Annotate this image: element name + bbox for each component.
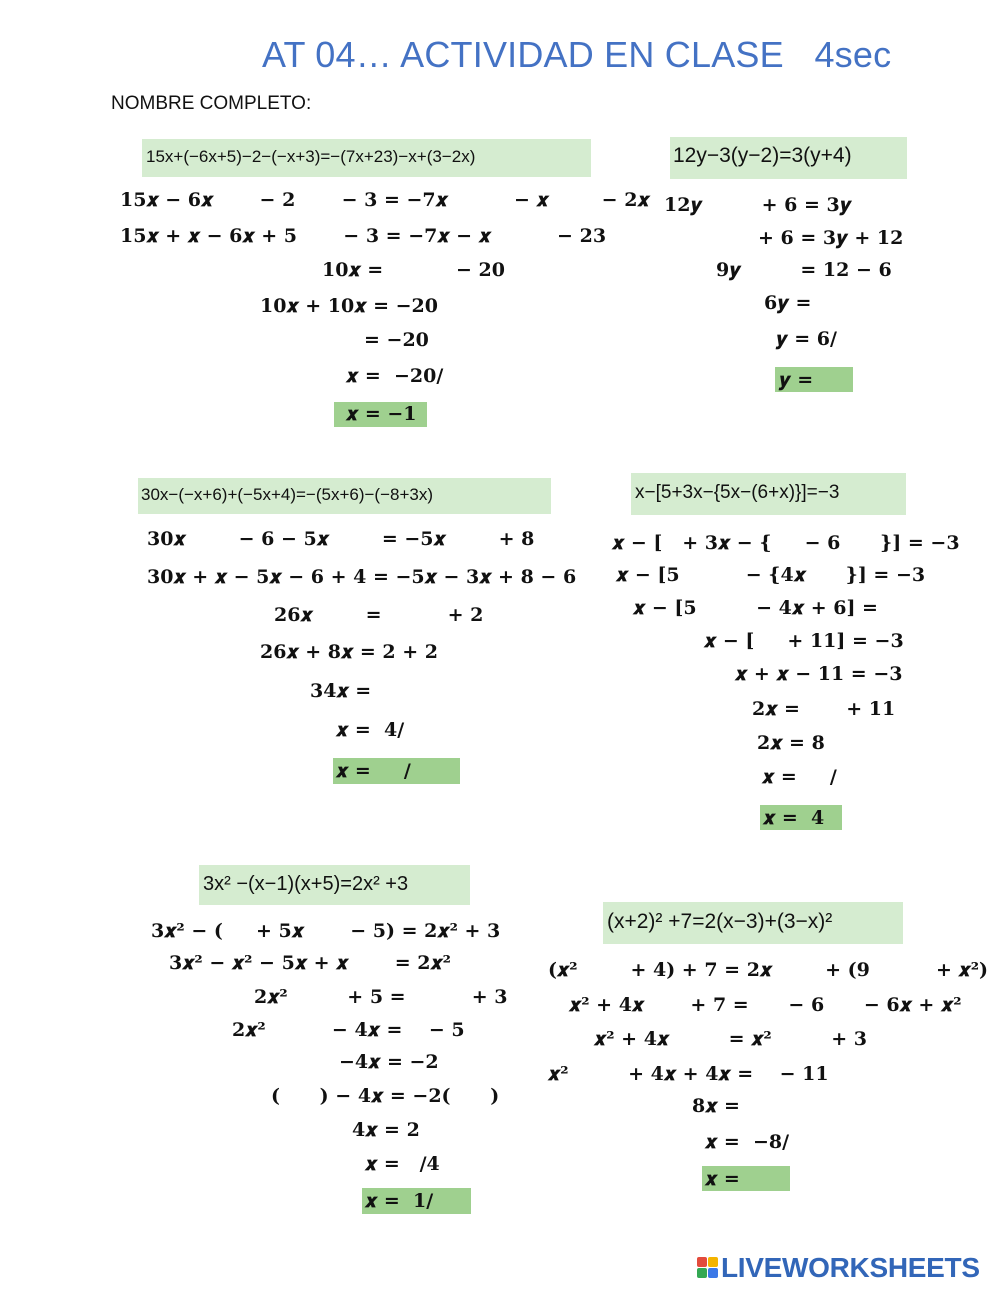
- step-line: 30𝒙 + 𝒙 − 5𝒙 − 6 + 4 = −5𝒙 − 3𝒙 + 8 − 6: [147, 566, 577, 588]
- step-line: 12𝒚 + 6 = 3𝒚: [664, 194, 852, 216]
- step-line: = −20: [364, 329, 429, 351]
- step-line: 26𝒙 = + 2: [274, 604, 484, 626]
- liveworksheets-logo: [697, 1252, 993, 1284]
- step-line: 2𝒙 = 8: [757, 732, 825, 754]
- name-label: NOMBRE COMPLETO:: [111, 93, 312, 114]
- step-line: 3𝒙² − 𝒙² − 5𝒙 + 𝒙 = 2𝒙²: [169, 952, 451, 974]
- step-line: 3𝒙² − ( + 5𝒙 − 5) = 2𝒙² + 3: [151, 920, 501, 942]
- step-line: 𝒙 = 4/: [336, 719, 405, 741]
- step-line: 𝒙 + 𝒙 − 11 = −3: [735, 663, 903, 685]
- step-line: 𝒙 − [ + 11] = −3: [704, 630, 904, 652]
- step-line: ( ) − 4𝒙 = −2( ): [271, 1085, 500, 1107]
- step-line: 2𝒙 = + 11: [752, 698, 896, 720]
- answer-text: 𝒚 =: [779, 369, 814, 391]
- step-line: 8𝒙 =: [692, 1095, 740, 1117]
- step-line: 34𝒙 =: [310, 680, 372, 702]
- step-line: 𝒙 − [ + 3𝒙 − { − 6 }] = −3: [612, 532, 960, 554]
- step-line: 15𝒙 + 𝒙 − 6𝒙 + 5 − 3 = −7𝒙 − 𝒙 − 23: [120, 225, 607, 247]
- equation-text: 15x+(−6x+5)−2−(−x+3)=−(7x+23)−x+(3−2x): [146, 147, 476, 166]
- step-line: 2𝒙² + 5 = + 3: [254, 986, 508, 1008]
- step-line: 6𝒚 =: [764, 292, 812, 314]
- step-line: −4𝒙 = −2: [339, 1051, 439, 1073]
- step-line: 𝒙 = −8/: [705, 1131, 790, 1153]
- step-line: + 6 = 3𝒚 + 12: [758, 227, 904, 249]
- liveworksheets-logo-icon: [697, 1257, 719, 1279]
- worksheet-title: AT 04… ACTIVIDAD EN CLASE 4sec: [262, 34, 892, 75]
- step-line: 𝒙 = /4: [365, 1153, 440, 1175]
- step-line: (𝒙² + 4) + 7 = 2𝒙 + (9 + 𝒙²): [548, 959, 989, 981]
- brand-name: LIVEWORKSHEETS: [721, 1252, 980, 1283]
- step-line: 𝒙 = −20/: [346, 365, 444, 387]
- step-line: 𝒙 − [5 − {4𝒙 }] = −3: [616, 564, 926, 586]
- answer-text: 𝒙 = 4: [763, 807, 825, 829]
- equation-text: (x+2)² +7=2(x−3)+(3−x)²: [607, 910, 833, 933]
- step-line: 15𝒙 − 6𝒙 − 2 − 3 = −7𝒙 − 𝒙 − 2𝒙: [120, 189, 650, 211]
- answer-text: 𝒙 =: [705, 1168, 740, 1190]
- answer-text: 𝒙 = −1: [346, 403, 417, 425]
- equation-text: 30x−(−x+6)+(−5x+4)=−(5x+6)−(−8+3x): [141, 485, 434, 504]
- step-line: 10𝒙 = − 20: [322, 259, 505, 281]
- equation-text: x−[5+3x−{5x−(6+x)}]=−3: [635, 482, 840, 503]
- answer-text: 𝒙 = 1/: [365, 1190, 434, 1212]
- step-line: 𝒚 = 6/: [776, 328, 837, 350]
- step-line: 𝒙² + 4𝒙 = 𝒙² + 3: [594, 1028, 868, 1050]
- step-line: 2𝒙² − 4𝒙 = − 5: [232, 1019, 465, 1041]
- step-line: 26𝒙 + 8𝒙 = 2 + 2: [260, 641, 438, 663]
- step-line: 9𝒚 = 12 − 6: [716, 259, 892, 281]
- equation-text: 12y−3(y−2)=3(y+4): [673, 144, 852, 167]
- step-line: 𝒙 = /: [762, 766, 837, 788]
- step-line: 𝒙 − [5 − 4𝒙 + 6] =: [633, 597, 878, 619]
- step-line: 30𝒙 − 6 − 5𝒙 = −5𝒙 + 8: [147, 528, 535, 550]
- step-line: 𝒙² + 4𝒙 + 7 = − 6 − 6𝒙 + 𝒙²: [569, 994, 962, 1016]
- equation-text: 3x² −(x−1)(x+5)=2x² +3: [203, 873, 409, 895]
- step-line: 4𝒙 = 2: [352, 1119, 420, 1141]
- answer-text: 𝒙 = /: [336, 760, 411, 782]
- step-line: 10𝒙 + 10𝒙 = −20: [260, 295, 438, 317]
- step-line: 𝒙² + 4𝒙 + 4𝒙 = − 11: [548, 1063, 829, 1085]
